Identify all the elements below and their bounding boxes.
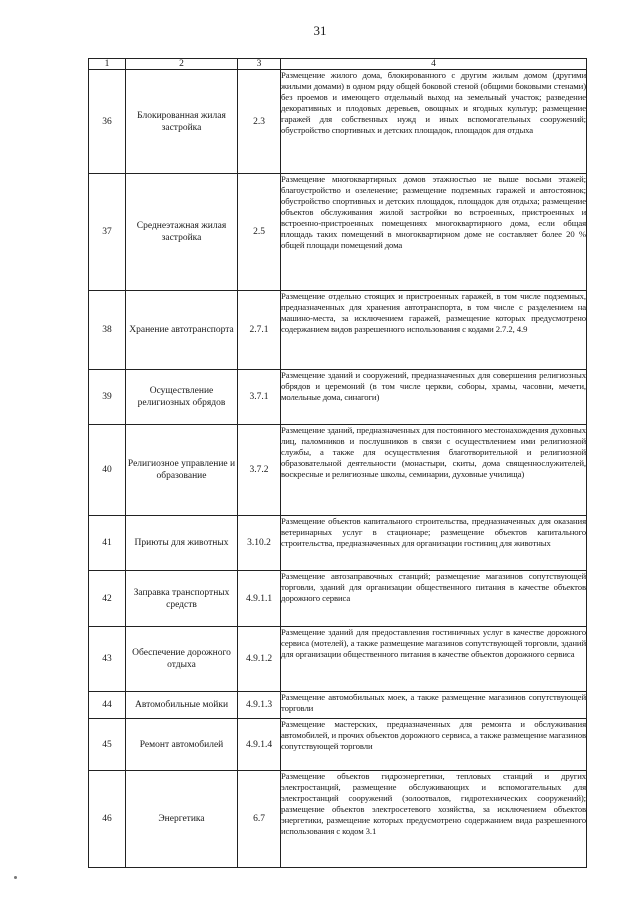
table-row: [89, 174, 587, 291]
table-row: [89, 692, 587, 719]
land-use-table: [88, 58, 587, 868]
column-header-description: 4: [281, 59, 587, 70]
table-row: [89, 719, 587, 771]
use-description: Размещение автомобильных моек, а также размещение магазинов сопутствующей торговли: [281, 692, 586, 713]
use-name: Заправка транспортных средств: [126, 571, 238, 627]
table-row: [89, 516, 587, 571]
use-name: Обеспечение дорожного отдыха: [126, 627, 238, 692]
table-row: [89, 425, 587, 516]
row-number: 37: [89, 174, 126, 291]
use-name: Хранение автотранспорта: [126, 291, 238, 370]
use-name: Среднеэтажная жилая застройка: [126, 174, 238, 291]
table-row: [89, 771, 587, 868]
use-code: 2.5: [238, 174, 281, 291]
table-row: [89, 571, 587, 627]
use-code: 6.7: [238, 771, 281, 868]
table-row: [89, 291, 587, 370]
use-description: Размещение жилого дома, блокированного с другим жилым домом (другими жилыми домами) в одном ряду общей боковой стеной (общими боковыми стенами) без проемов и имеющего отдельный выход на земельный участок; разведение декоративных и плодовых деревьев, овощных и ягодных культур; размещение гаражей для собственных нужд и иных вспомогательных сооружений; обустройство спортивных и детских площадок, площадок для отдыха: [281, 70, 586, 135]
page-number: 31: [313, 23, 327, 38]
table-row: [89, 70, 587, 174]
use-description: Размещение объектов капитального строительства, предназначенных для оказания ветеринарных услуг в стационаре; размещение объектов капитального строительства, предназначенных для организации гостиниц для животных: [281, 516, 586, 548]
row-number: 46: [89, 771, 126, 868]
row-number: 43: [89, 627, 126, 692]
use-description: Размещение зданий для предоставления гостиничных услуг в качестве дорожного сервиса (мотелей), а также размещение магазинов сопутствующей торговли, зданий для организации общественного питания в качестве объектов дорожного сервиса: [281, 627, 586, 659]
use-description: Размещение объектов гидроэнергетики, тепловых станций и других электростанций, размещение обслуживающих и вспомогательных для электростанций сооружений (золоотвалов, гидротехнических сооружений); размещение объектов электросетевого хозяйства, за исключением объектов энергетики, размещение которых предусмотрено содержанием вида разрешенного использования с кодом 3.1: [281, 771, 586, 836]
use-name: Религиозное управление и образование: [126, 425, 238, 516]
use-code: 2.7.1: [238, 291, 281, 370]
column-header-number: 1: [89, 59, 126, 70]
row-number: 42: [89, 571, 126, 627]
use-description: Размещение мастерских, предназначенных для ремонта и обслуживания автомобилей, и прочих объектов дорожного сервиса, а также размещение магазинов сопутствующей торговли: [281, 719, 586, 751]
table-row: [89, 370, 587, 425]
column-header-code: 3: [238, 59, 281, 70]
use-name: Автомобильные мойки: [126, 692, 238, 719]
use-code: 3.10.2: [238, 516, 281, 571]
column-header-name: 2: [126, 59, 238, 70]
use-description: Размещение автозаправочных станций; размещение магазинов сопутствующей торговли, зданий для организации общественного питания в качестве объектов дорожного сервиса: [281, 571, 586, 603]
use-code: 3.7.1: [238, 370, 281, 425]
use-description: Размещение отдельно стоящих и пристроенных гаражей, в том числе подземных, предназначенных для хранения автотранспорта, в том числе с разделением на машино-места, за исключением гаражей, размещение которых предусмотрено содержанием видов разрешенного использования с кодами 2.7.2, 4.9: [281, 291, 586, 334]
use-name: Приюты для животных: [126, 516, 238, 571]
use-code: 4.9.1.1: [238, 571, 281, 627]
row-number: 36: [89, 70, 126, 174]
use-code: 4.9.1.3: [238, 692, 281, 719]
row-number: 45: [89, 719, 126, 771]
use-name: Блокированная жилая застройка: [126, 70, 238, 174]
use-description: Размещение многоквартирных домов этажностью не выше восьми этажей; благоустройство и озеленение; размещение подземных гаражей и автостоянок; обустройство спортивных и детских площадок, площадок для отдыха; размещение объектов обслуживания жилой застройки во встроенных, пристроенных и встроенно-пристроенных помещениях многоквартирного дома, если общая площадь таких помещений в многоквартирном доме не составляет более 20 % общей площади помещений дома: [281, 174, 586, 250]
use-code: 2.3: [238, 70, 281, 174]
use-name: Энергетика: [126, 771, 238, 868]
row-number: 41: [89, 516, 126, 571]
table-row: [89, 627, 587, 692]
use-name: Осуществление религиозных обрядов: [126, 370, 238, 425]
row-number: 44: [89, 692, 126, 719]
row-number: 38: [89, 291, 126, 370]
use-code: 4.9.1.2: [238, 627, 281, 692]
header-row: [89, 59, 587, 70]
use-description: Размещение зданий, предназначенных для постоянного местонахождения духовных лиц, паломников и послушников в связи с осуществлением ими религиозной службы, а также для осуществления благотворительной и религиозной образовательной деятельности (монастыри, скиты, дома священнослужителей, воскресные и религиозные школы, семинарии, духовные училища): [281, 425, 586, 479]
row-number: 40: [89, 425, 126, 516]
use-description: Размещение зданий и сооружений, предназначенных для совершения религиозных обрядов и церемоний (в том числе церкви, соборы, храмы, часовни, мечети, молельные дома, синагоги): [281, 370, 586, 402]
scan-speck: [14, 876, 17, 879]
use-code: 4.9.1.4: [238, 719, 281, 771]
row-number: 39: [89, 370, 126, 425]
use-code: 3.7.2: [238, 425, 281, 516]
use-name: Ремонт автомобилей: [126, 719, 238, 771]
